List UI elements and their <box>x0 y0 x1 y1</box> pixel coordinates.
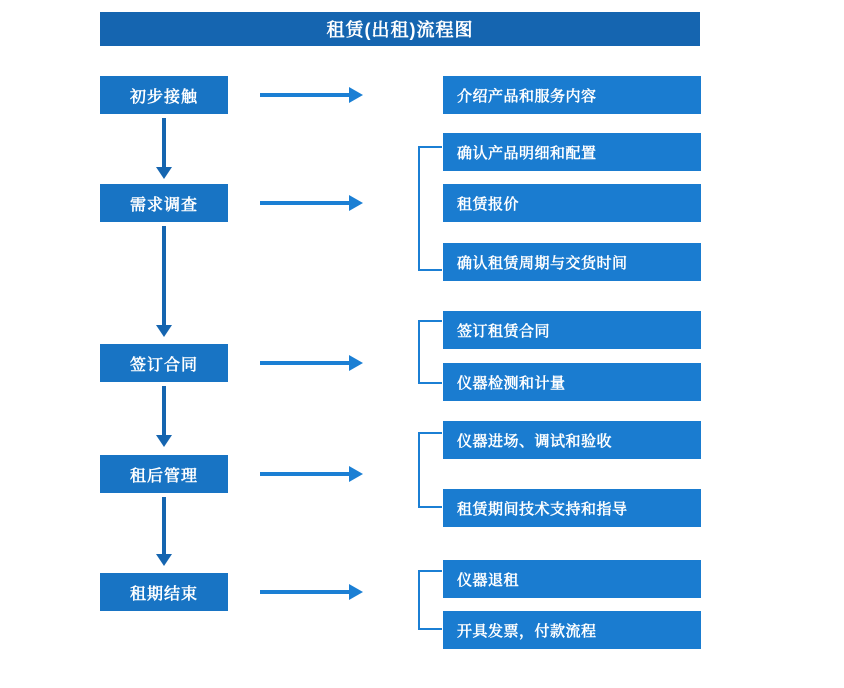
detail-box[interactable]: 签订租赁合同 <box>443 311 701 349</box>
group-bracket-icon <box>418 146 442 271</box>
right-arrow-icon <box>260 201 350 205</box>
stage-box[interactable]: 签订合同 <box>100 344 228 382</box>
right-arrow-icon <box>260 472 350 476</box>
detail-box[interactable]: 介绍产品和服务内容 <box>443 76 701 114</box>
down-arrow-icon <box>162 386 166 436</box>
stage-box[interactable]: 初步接触 <box>100 76 228 114</box>
detail-box[interactable]: 确认产品明细和配置 <box>443 133 701 171</box>
detail-box[interactable]: 确认租赁周期与交货时间 <box>443 243 701 281</box>
stage-box[interactable]: 需求调查 <box>100 184 228 222</box>
down-arrow-icon <box>162 497 166 555</box>
detail-box[interactable]: 仪器退租 <box>443 560 701 598</box>
right-arrow-icon <box>260 361 350 365</box>
group-bracket-icon <box>418 432 442 508</box>
stage-box[interactable]: 租后管理 <box>100 455 228 493</box>
detail-box[interactable]: 租赁报价 <box>443 184 701 222</box>
group-bracket-icon <box>418 320 442 384</box>
detail-box[interactable]: 仪器检测和计量 <box>443 363 701 401</box>
down-arrow-icon <box>162 118 166 168</box>
detail-box[interactable]: 仪器进场、调试和验收 <box>443 421 701 459</box>
diagram-title: 租赁(出租)流程图 <box>100 12 700 46</box>
group-bracket-icon <box>418 570 442 630</box>
detail-box[interactable]: 租赁期间技术支持和指导 <box>443 489 701 527</box>
right-arrow-icon <box>260 93 350 97</box>
stage-box[interactable]: 租期结束 <box>100 573 228 611</box>
detail-box[interactable]: 开具发票，付款流程 <box>443 611 701 649</box>
right-arrow-icon <box>260 590 350 594</box>
down-arrow-icon <box>162 226 166 326</box>
